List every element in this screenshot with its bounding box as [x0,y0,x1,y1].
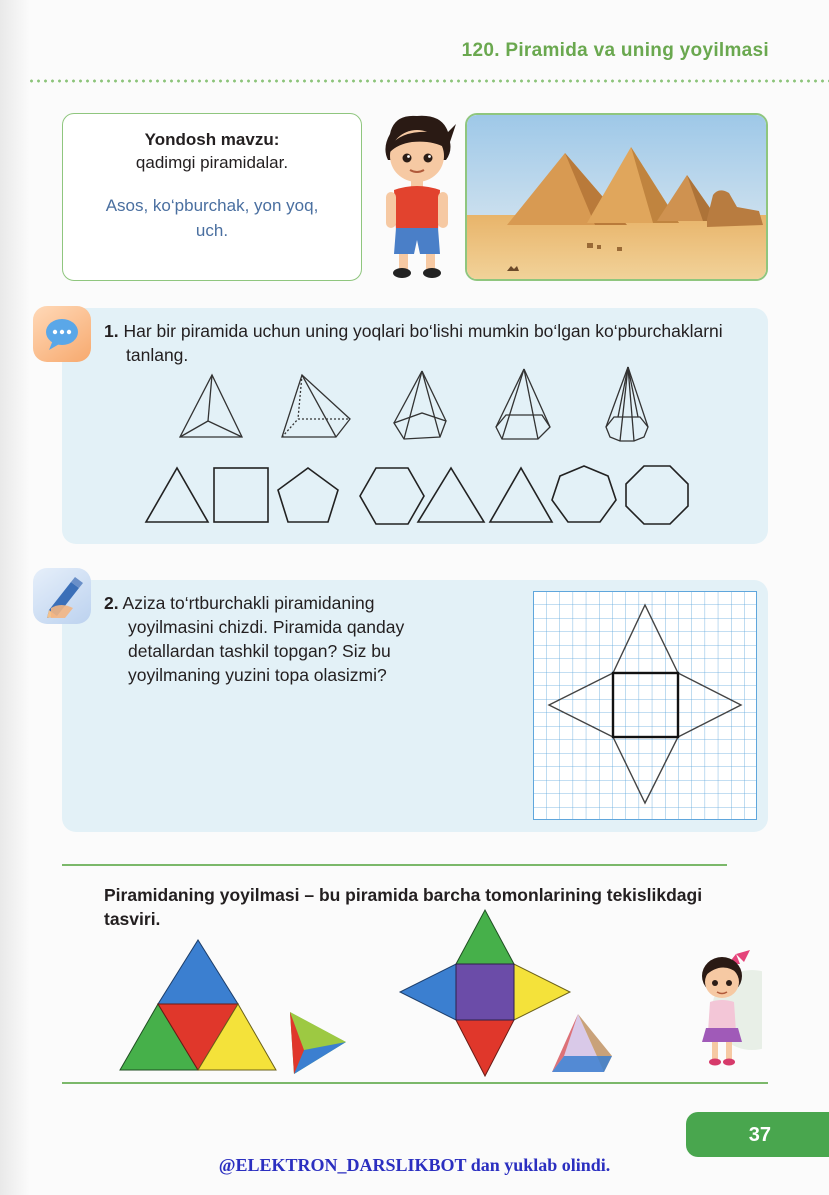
heptagonal-pyramid [606,367,648,441]
hexagonal-pyramid [496,369,550,439]
pencil-icon [33,568,91,624]
heptagon-shape [552,466,616,522]
related-topic-label: Yondosh mavzu: [144,130,280,149]
page-number: 37 [686,1112,829,1157]
definition-bottom-rule [62,1082,768,1084]
net-sq-top-green [456,910,514,964]
task-1-text [104,319,724,367]
task-2-text [104,591,464,687]
triangular-pyramid-1 [180,375,242,437]
page-header-title: 120. Piramida va uning yoyilmasi [461,40,769,61]
pyramids-row [140,365,700,443]
task-2-number: 2. [104,593,119,613]
net-sq-base-purple [456,964,514,1020]
related-topic-subject: qadimgi piramidalar. [135,153,289,172]
hexagon-shape [360,468,424,524]
net-tri-top-blue [158,940,238,1004]
related-topic-box [62,113,362,281]
small-square-pyramid [552,1014,612,1072]
key-terms: Asos, ko‘pburchak, yon yoq, uch. [105,196,319,240]
pentagonal-pyramid [394,371,446,439]
net-sq-right-yellow [514,964,570,1020]
task-1-number: 1. [104,321,119,341]
polygons-row [140,462,700,528]
pyramid-net-grid [533,591,757,820]
net-sq-left-blue [400,964,456,1020]
triangular-net-illustration [118,938,358,1078]
page-spine-shadow [0,0,30,1195]
footer-download-note: @ELEKTRON_DARSLIKBOT dan yuklab olindi. [218,1155,611,1175]
task-1-question: Har bir piramida uchun uning yoqlari bo‘lishi mumkin bo‘lgan ko‘pburchaklarni tanlang. [123,321,723,365]
pyramids-photo [465,113,768,281]
boy-illustration [372,112,462,280]
octagon-shape [626,466,688,524]
header-dotted-divider [28,79,829,83]
quadrilateral-pyramid [282,375,350,437]
triangle-shape [146,468,208,522]
square-pyramid-net-illustration [398,908,628,1080]
square-shape [214,468,268,522]
triangle-shape-2 [418,468,484,522]
pentagon-shape [278,468,338,522]
definition-text: Piramidaning yoyilmasi – bu piramida barcha tomonlarining tekislikdagi tasviri. [104,885,703,929]
girl-illustration [692,950,762,1068]
small-tetrahedron [290,1012,346,1074]
definition-top-rule [62,864,727,866]
net-sq-bottom-red [456,1020,514,1076]
triangle-shape-3 [490,468,552,522]
task-2-question: Aziza to‘rtburchakli piramidaning yoyilmasini chizdi. Piramida qanday detallardan tashkil topgan? Siz bu yoyilmaning yuzini topa olasizmi? [122,593,405,685]
chat-bubble-icon [33,306,91,362]
